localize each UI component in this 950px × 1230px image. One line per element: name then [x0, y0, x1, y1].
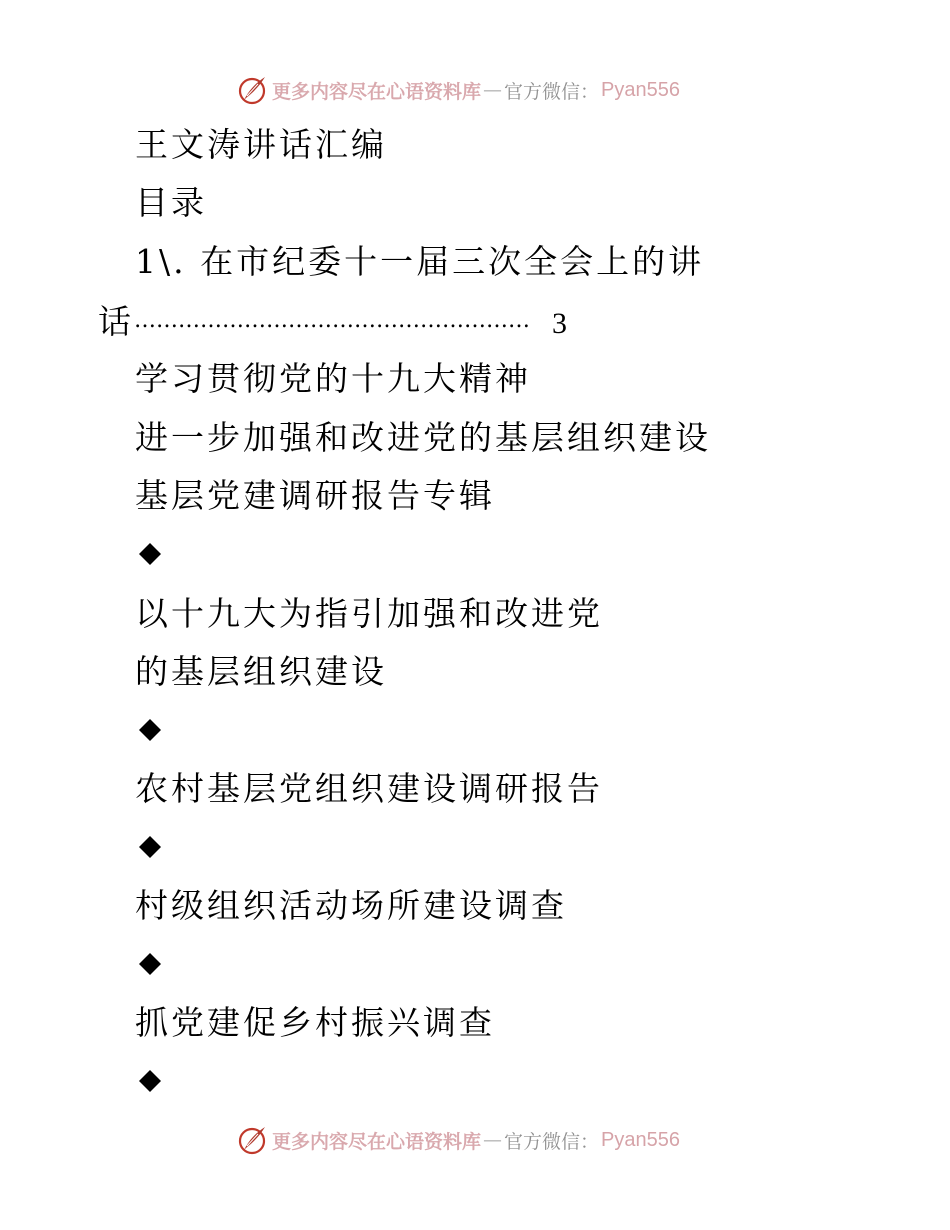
watermark-dash: — — [483, 79, 503, 101]
diamond-bullet-icon — [138, 1069, 162, 1093]
toc-line: 基层党建调研报告专辑 — [135, 476, 495, 515]
toc-entry-1-continuation-text: 话 — [98, 302, 134, 341]
quill-pen-logo-icon — [236, 74, 268, 106]
toc-line: 村级组织活动场所建设调查 — [135, 886, 567, 925]
toc-leader-dots: ……………………………………………… — [134, 308, 530, 333]
watermark-wechat-label: 官方微信： — [504, 80, 600, 103]
watermark-header — [236, 73, 680, 107]
toc-entry-1-title: 1\. 在市纪委十一届三次全会上的讲 — [135, 242, 705, 281]
watermark-site-text: 更多内容尽在心语资料库 — [272, 1130, 482, 1153]
watermark-wechat-id: Pyan556 — [601, 1128, 680, 1151]
toc-line: 以十九大为指引加强和改进党 — [135, 594, 603, 633]
diamond-bullet-icon — [138, 542, 162, 566]
toc-page-number: 3 — [552, 307, 567, 340]
diamond-bullet-icon — [138, 952, 162, 976]
toc-line: 农村基层党组织建设调研报告 — [135, 769, 603, 808]
toc-line: 学习贯彻党的十九大精神 — [135, 359, 531, 398]
quill-pen-logo-icon — [236, 1124, 268, 1156]
toc-entry-1-continuation — [98, 301, 567, 344]
watermark-site-text: 更多内容尽在心语资料库 — [272, 80, 482, 103]
watermark-wechat-id: Pyan556 — [601, 78, 680, 101]
toc-line: 抓党建促乡村振兴调查 — [135, 1003, 495, 1042]
diamond-bullet-icon — [138, 835, 162, 859]
diamond-bullet-icon — [138, 718, 162, 742]
document-title: 王文涛讲话汇编 — [135, 125, 387, 164]
watermark-dash: — — [483, 1129, 503, 1151]
toc-heading: 目录 — [135, 183, 207, 222]
toc-line: 进一步加强和改进党的基层组织建设 — [135, 418, 711, 457]
watermark-footer — [236, 1123, 680, 1157]
toc-line: 的基层组织建设 — [135, 652, 387, 691]
watermark-wechat-label: 官方微信： — [504, 1130, 600, 1153]
